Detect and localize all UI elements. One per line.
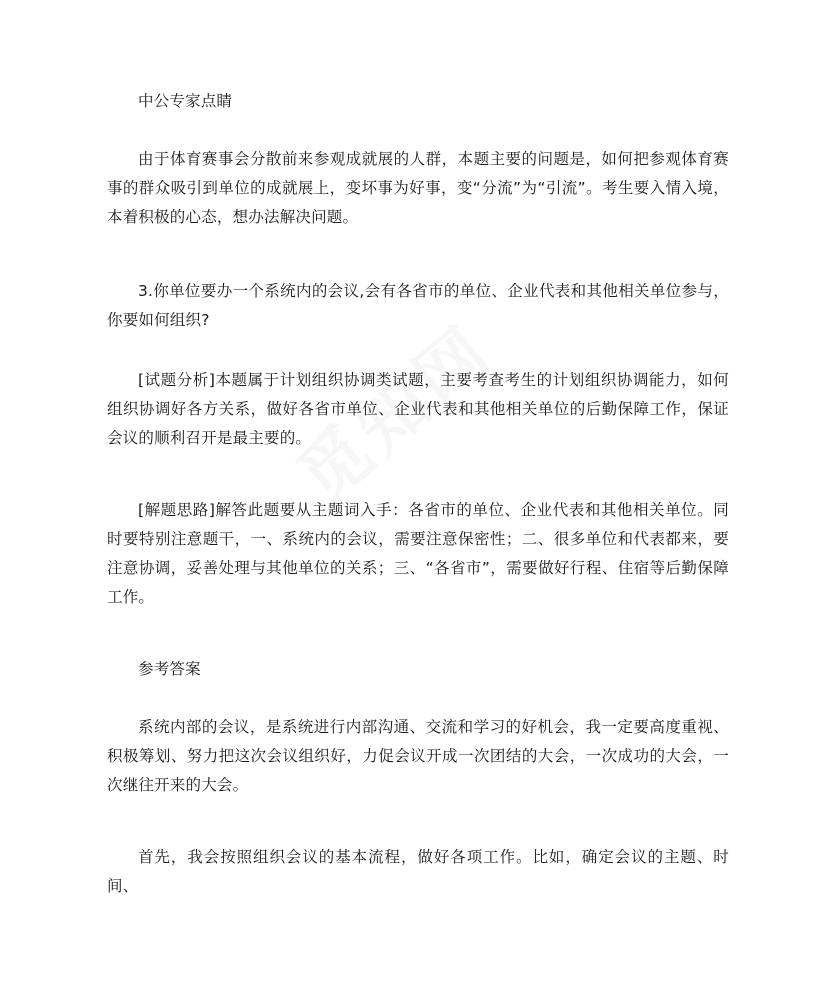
paragraph-answer-intro: 系统内部的会议，是系统进行内部沟通、交流和学习的好机会，我一定要高度重视、积极筹划、努力把这次会议组织好，力促会议开成一次团结的大会，一次成功的大会，一次继往开来的大会。 bbox=[107, 718, 729, 794]
section-heading-expert-comment: 中公专家点睛 bbox=[138, 92, 233, 110]
paragraph-expert-comment: 由于体育赛事会分散前来参观成就展的人群，本题主要的问题是，如何把参观体育赛事的群众吸引到单位的成就展上，变坏事为好事，变“分流”为“引流”。考生要入情入境，本着积极的心态，想办法解决问题。 bbox=[107, 150, 729, 226]
paragraph-approach: [解题思路]解答此题要从主题词入手：各省市的单位、企业代表和其他相关单位。同时要特别注意题干，一、系统内的会议，需要注意保密性；二、很多单位和代表都来，要注意协调，妥善处理与其他单位的关系；三、“各省市”，需要做好行程、住宿等后勤保障工作。 bbox=[107, 501, 729, 606]
paragraph-analysis: [试题分析]本题属于计划组织协调类试题，主要考查考生的计划组织协调能力，如何组织协调好各方关系，做好各省市单位、企业代表和其他相关单位的后勤保障工作，保证会议的顺利召开是最主要的。 bbox=[107, 371, 729, 447]
question-3: 3.你单位要办一个系统内的会议,会有各省市的单位、企业代表和其他相关单位参与，你要如何组织? bbox=[107, 282, 729, 329]
paragraph-answer-first: 首先，我会按照组织会议的基本流程，做好各项工作。比如，确定会议的主题、时间、 bbox=[107, 848, 729, 895]
section-heading-reference-answer: 参考答案 bbox=[138, 660, 201, 678]
